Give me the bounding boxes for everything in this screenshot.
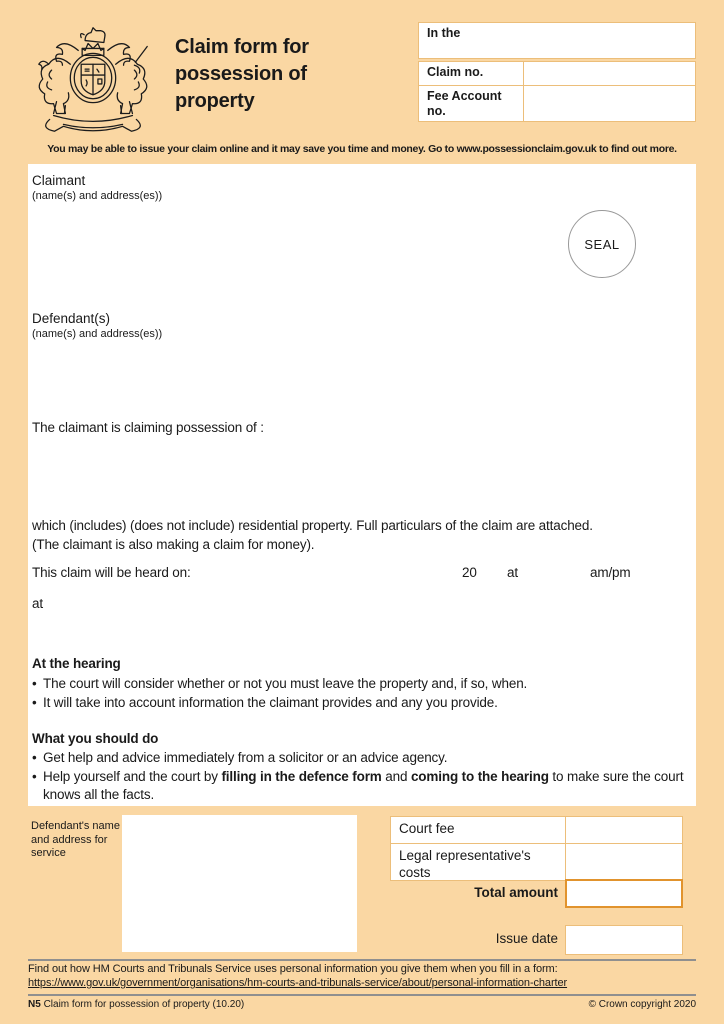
total-amount-label: Total amount [474,885,558,900]
claim-no-row [419,62,695,85]
at-the-hearing-heading: At the hearing [32,656,121,671]
should-do-bullet-1: • Get help and advice immediately from a solicitor or an advice agency. [32,749,688,768]
form-title-footer: Claim form for possession of property (10.20) [43,999,245,1010]
hearing-year-prefix: 20 [462,565,477,580]
hearing-date-row [32,565,692,583]
total-amount-field[interactable] [565,879,683,908]
hearing-bullet-list [32,675,692,712]
bullet-icon: • [32,694,37,710]
should-do-bullet-list [32,749,688,805]
bullet-icon: • [32,750,37,765]
hearing-time-at: at [507,565,518,580]
personal-info-charter-link[interactable]: https://www.gov.uk/government/organisations/hm-courts-and-tribunals-service/about/personal-information-charter [28,977,568,989]
fees-table [390,816,683,881]
issue-date-label: Issue date [495,931,558,946]
footer-divider-top [28,959,696,961]
court-fee-label: Court fee [391,817,566,843]
bullet-icon: • [32,768,37,784]
court-fee-row [391,817,682,843]
seal-label: SEAL [584,236,620,252]
hearing-location-at: at [32,596,43,611]
footer-divider-bottom [28,994,696,996]
legal-costs-field[interactable] [566,844,682,880]
crown-copyright: © Crown copyright 2020 [588,999,696,1010]
main-form-area [28,164,696,806]
issue-date-field[interactable] [565,925,683,955]
claim-no-field[interactable] [524,62,695,85]
hearing-bullet-1: • The court will consider whether or not you must leave the property and, if so, when. [32,675,692,694]
fee-account-row [419,85,695,121]
service-address-label: Defendant's name and address for service [31,820,120,859]
claimant-label: Claimant [32,173,86,188]
fee-account-label: Fee Account no. [419,86,524,121]
defendant-sublabel: (name(s) and address(es)) [32,328,163,340]
residential-line-1: which (includes) (does not include) residential property. Full particulars of the claim are attached. [32,518,593,533]
form-code: N5 [28,999,41,1010]
in-the-label: In the [427,26,461,40]
possession-claim-line: The claimant is claiming possession of : [32,420,264,435]
court-fee-field[interactable] [566,817,682,843]
should-do-bullet-2: • Help yourself and the court by filling in the defence form and coming to the hearing to make sure the court knows all the facts. [32,768,688,805]
in-the-cell[interactable] [418,22,696,59]
personal-info-text: Find out how HM Courts and Tribunals Service uses personal information you give them when you fill in a form: [28,963,558,975]
online-claim-notice: You may be able to issue your claim online and it may save you time and money. Go to www.possessionclaim.gov.uk to find out more. [47,143,677,155]
form-reference [28,999,244,1010]
hearing-ampm: am/pm [590,565,631,580]
court-seal [568,210,636,278]
bullet-icon: • [32,676,37,691]
royal-coat-of-arms-icon [24,18,162,140]
service-address-field[interactable] [122,815,357,952]
legal-costs-row [391,843,682,880]
residential-property-text [32,517,690,554]
what-you-should-do-heading: What you should do [32,731,159,746]
court-details-table [418,22,696,122]
hearing-bullet-2: • It will take into account information the claimant provides and any you provide. [32,694,692,713]
fee-account-field[interactable] [524,86,695,121]
defendant-label: Defendant(s) [32,311,111,326]
legal-costs-label: Legal representative's costs [391,844,566,880]
page-title: Claim form for possession of property [175,36,309,112]
hearing-date-label: This claim will be heard on: [32,565,191,580]
residential-line-2: (The claimant is also making a claim for money). [32,536,315,552]
claimant-sublabel: (name(s) and address(es)) [32,190,163,202]
claim-no-label: Claim no. [419,62,524,85]
